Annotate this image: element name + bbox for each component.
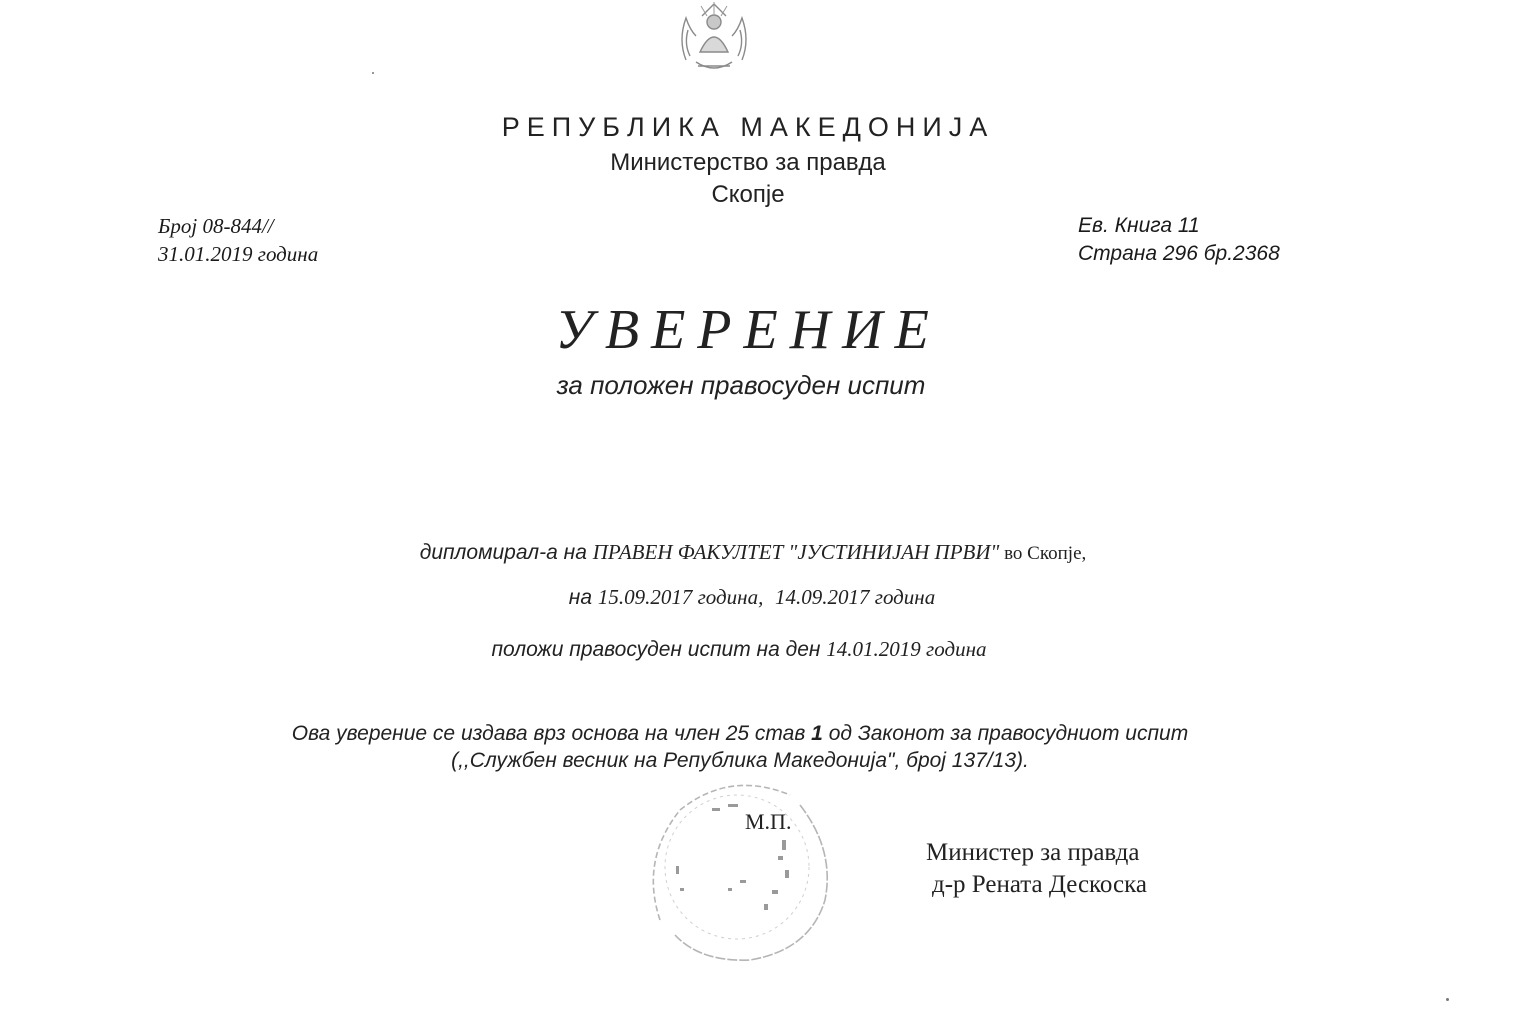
faculty-city: во Скопје, — [999, 543, 1087, 564]
seal-label: М.П. — [745, 809, 792, 834]
coat-of-arms-icon — [672, 0, 756, 80]
dates-prefix: на — [568, 586, 598, 609]
legal-text-c: од Законот за правосудниот испит — [822, 722, 1189, 745]
signer-name: д-р Рената Дескоска — [932, 871, 1148, 898]
scan-speck — [372, 72, 374, 74]
exam-passed-date: 14.01.2019 година — [826, 637, 987, 661]
register-book — [1078, 212, 1280, 240]
faculty-name: ПРАВЕН ФАКУЛТЕТ "ЈУСТИНИЈАН ПРВИ" — [592, 540, 1000, 564]
scan-speck — [1446, 998, 1449, 1001]
register-book-label: Ев. Книга 11 — [1078, 214, 1200, 237]
legal-article: 25 — [725, 722, 750, 745]
legal-paragraph: 1 — [811, 722, 823, 745]
document-subtitle: за положен правосуден испит — [556, 370, 926, 400]
dates-line — [0, 585, 1504, 610]
legal-text-a: Ова уверение се издава врз основа на член — [291, 722, 726, 745]
document-title: УВЕРЕНИЕ — [555, 299, 941, 361]
date-second: 14.09.2017 година — [775, 585, 936, 609]
reference-date: 31.01.2019 година — [158, 242, 319, 266]
ministry-name: Министерство за правда — [610, 149, 886, 176]
exam-passed-prefix: положи правосуден испит на ден — [491, 638, 827, 661]
official-stamp-icon — [640, 770, 835, 965]
legal-basis-line-1 — [0, 722, 1480, 746]
legal-basis-line-2: (,,Службен весник на Република Македонија", број 137/13). — [451, 749, 1029, 772]
graduation-line — [0, 540, 1506, 565]
country-heading: РЕПУБЛИКА МАКЕДОНИЈА — [501, 112, 995, 142]
register-page: Страна 296 бр.2368 — [1078, 242, 1280, 265]
reference-left — [158, 212, 318, 268]
exam-passed-line — [0, 637, 1478, 662]
graduation-prefix: дипломирал-а на — [419, 541, 593, 564]
signer-title: Министер за правда — [926, 839, 1140, 866]
legal-text-b: став — [749, 722, 812, 745]
reference-right — [1078, 212, 1280, 268]
city-name: Скопје — [711, 181, 785, 208]
date-first: 15.09.2017 година, — [597, 585, 764, 609]
reference-number: Број 08-844// — [158, 214, 274, 238]
